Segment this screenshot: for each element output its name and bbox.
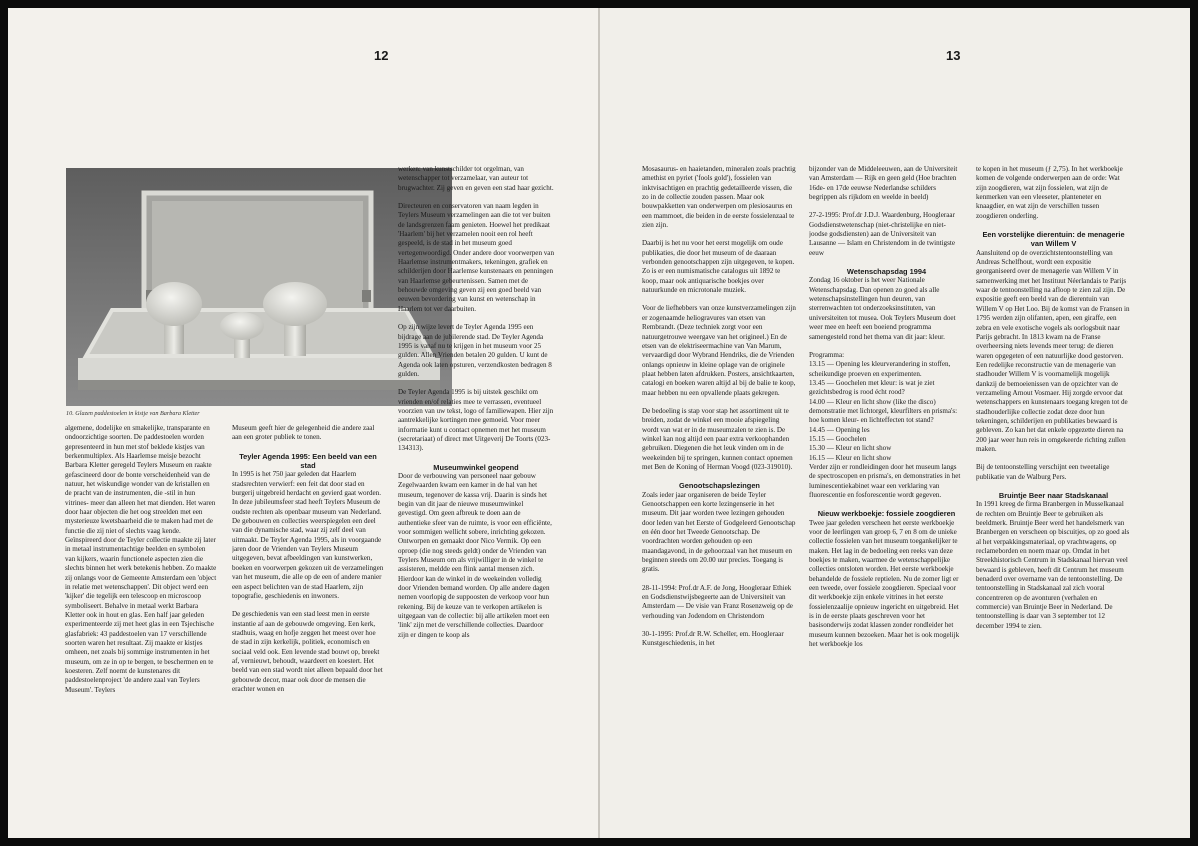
left-page: [8, 8, 598, 838]
right-column-2: [809, 165, 964, 805]
page-number-left: 12: [374, 48, 389, 63]
paragraph: bijzonder van de Middeleeuwen, aan de Universiteit van Amsterdam — Rijk en geen geld (Hoe brachten 16de- en 17de eeuwse Nederlandse schilders begrippen als rijkdom en weelde in beeld): [809, 165, 958, 202]
section-heading: Een vorstelijke dierentuin: de menagerie van Willem V: [982, 230, 1125, 249]
section-heading: Genootschapslezingen: [679, 481, 760, 491]
paragraph: te kopen in het museum (ƒ 2,75). In het werkboekje komen de volgende onderwerpen aan de orde: Wat zijn zoogdieren, wat zijn fossielen, wat zijn de kenmerken van een vleeseter, planteneter en knaagdier, en wat zijn de verschillen tussen zoogdieren onderling.: [976, 165, 1123, 220]
section-heading: Teyler Agenda 1995: Een beeld van een stad: [239, 451, 377, 471]
page-number-right: 13: [946, 48, 961, 63]
paragraph: Voor de liefhebbers van onze kunstverzamelingen zijn er zogenaamde heliogravures van etsen van Rembrandt. (Deze techniek zorgt voor een natuurgetrouwe weergave van het origineel.) En de etsen van de elektriseermachine van Van Marum, vervaardigd door Wybrand Hendriks, die de Vrienden onlangs opnieuw in kleine oplage van de originele plaat hebben laten afdrukken. Posters, ansichtkaarten, catalogi en boeken waren altijd al bij de balie te koop, maar hebben nu een opvallende plaats gekregen.: [642, 304, 796, 397]
right-column-1: [642, 165, 797, 805]
paragraph: werken: van kunstschilder tot orgelman, van wetenschapper tot verzamelaar, van auteur tot brugwachter. Zij geven en geven een stad haar gezicht.: [398, 165, 554, 192]
paragraph: Door de verbouwing van personeel naar gebouw Zegelwaarden kwam een kamer in de hal van het museum, tegenover de kassa vrij. Daarin is sinds het begin van dit jaar de nieuwe museumwinkel gevestigd. Om geen afbreuk te doen aan de authentieke sfeer van de ruimte, is voor een efficiënte, voor sommigen wellicht sobere, inrichting gekozen. Ontworpen en gemaakt door Nico Vermik. Op een oproep (die nog steeds geldt) onder de Vrienden van Teylers Museum om als vrijwilliger in de winkel te assisteren, meldde een flink aantal mensen zich. Hierdoor kan de winkel in de weekeinden volledig door Vrienden bemand worden. Op alle andere dagen nemen voorlopig de suppoosten de verkoop voor hun rekening. Bij de keuze van te verkopen artikelen is uitgegaan van de collectie: bij alle artikelen moet een 'link' zijn met de verschillende collecties. Daardoor zijn er dingen te koop als: [398, 471, 552, 639]
paragraph: Programma: 13.15 — Opening les kleurverandering in stoffen, scheikundige proeven en experimenten. 13.45 — Goochelen met kleur: is wat je ziet gezichtsbedrog is rood écht rood? 14.00 — Kleur en licht show (like the disco) demonstratie met lichtorgel, kleurfilters en prisma's: hoe komen kleur- en lichteffecten tot stand? 14.45 — Opening les 15.15 — Goochelen 15.30 — Kleur en licht show 16.15 — Kleur en licht show Verder zijn er rondleidingen door het museum langs de spectroscopen en prisma's, en demonstraties in het luminescentiekabinet waar een verklaring van fluorescentie en fosforescentie wordt gegeven.: [809, 350, 961, 499]
section-heading: Museumwinkel geopend: [433, 462, 519, 472]
section-heading: Bruintje Beer naar Stadskanaal: [998, 491, 1109, 500]
paragraph: De Teyler Agenda 1995 is bij uitstek geschikt om vrienden en/of relaties mee te verrassen, eventueel voorzien van uw tekst, logo of familiewapen. Hier zijn aantrekkelijke kortingen mee gemoeid. Voor meer informatie kunt u contact opnemen met het museum (secretariaat) of direct met Uitgeverij De Toorts (023-134313).: [398, 388, 554, 453]
paragraph: Zondag 16 oktober is het weer Nationale Wetenschapsdag. Dan openen zo goed als alle wetenschapsinstellingen hun deuren, van sterrenwachten tot onderzoeksinstituten, van universiteiten tot musea. Ook Teylers Museum doet weer mee en heeft een boeiend programma samengesteld rond het thema van dit jaar: kleur.: [809, 276, 956, 341]
paragraph: Zoals ieder jaar organiseren de beide Teyler Genootschappen een korte lezingenserie in het museum. Dit jaar worden twee lezingen gehouden door leden van het Eerste of Godgeleerd Genootschap en één door het Tweede Genootschap. De voordrachten worden gehouden op een maandagavond, in de gehoorzaal van het museum en beginnen steeds om 20.00 uur precies. Toegang is gratis.: [642, 490, 796, 574]
section-heading: Wetenschapsdag 1994: [846, 267, 927, 277]
paragraph: 30-1-1995: Prof.dr R.W. Scheller, em. Hoogleraar Kunstgeschiedenis, in het: [642, 630, 784, 648]
paragraph: Mosasaurus- en haaietanden, mineralen zoals prachtig amethist en pyriet ('fools gold'), fossielen van inktvisachtigen en prachtig gedetailleerde vissen, die zo in de collectie zouden passen. Maar ook bouwpakketten van onderwerpen om plesiosaurus en een mammoet, die beiden in de eerste fossielenzaal te zien zijn.: [642, 165, 796, 230]
mushroom-box-photo: [66, 168, 452, 406]
paragraph: Museum geeft hier de gelegenheid die andere zaal aan een groter publiek te tonen.: [232, 424, 375, 442]
mushroom-box-illustration: [66, 168, 452, 406]
paragraph: In 1995 is het 750 jaar geleden dat Haarlem stadsrechten verwierf: een feit dat door stad en burgerij uitgebreid herdacht en gevierd gaat worden. In deze jubileumsfeer stad heeft Teylers Museum de oudste rechten als openbaar museum van Nederland. De gebouwen en collecties weerspiegelen een deel van die dynamische stad, waar zij zelf deel van uitmaakt. De Teyler Agenda 1995, als in voorgaande jaren door de Vrienden van Teylers Museum uitgegeven, bevat afbeeldingen van kunstwerken, boeken en voorwerpen gekozen uit de verzamelingen van het museum, die alle op de een of andere manier een aspect belichten van de stad Haarlem, zijn topografie, geschiedenis en inwoners.: [232, 470, 384, 600]
paragraph: In 1991 kreeg de firma Branbergen in Musselkanaal de rechten om Bruintje Beer te gebruiken als beeldmerk. Bruintje Beer werd het handelsmerk van Branbergen en verscheen op biscuitjes, op zo goed als al het verpakkingsmateriaal, op vrachtwagens, op reclameborden en noem maar op. Omdat in het Streekhistorisch Centrum in Stadskanaal hiervan veel bewaard is gebleven, heeft dit Centrum het museum benaderd over overname van de tentoonstelling. De tentoonstelling in Stadskanaal zal zich vooral concentreren op de avonturen (verhalen en commercie) van Bruintje Beer in Nederland. De tentoonstelling is daar van 3 september tot 12 december 1994 te zien.: [976, 500, 1130, 630]
right-page: [600, 8, 1190, 838]
left-column-3: [398, 165, 554, 805]
paragraph: Op zijn wijze levert de Teyler Agenda 1995 een bijdrage aan de jubilerende stad. De Teyler Agenda 1995 is vanaf nu te krijgen in het museum voor 25 gulden. Allen Vrienden betalen 20 gulden. U kunt de Agenda ook laten opsturen, verzendkosten bedragen 8 gulden.: [398, 323, 552, 378]
paragraph: De geschiedenis van een stad leest men in eerste instantie af aan de gebouwde omgeving. Een kerk, stadhuis, waag en hofje zeggen het meest over hoe de stad in zijn kerkelijk, politiek, economisch en sociaal veld ook. Een levende stad bouwt op, breekt af, vernieuwt, behoudt, waardeert en koestert. Het beeld van een stad wordt niet alleen bepaald door het gebouwde decor, maar ook door de mensen die erachter wonen en: [232, 610, 383, 693]
section-heading: Nieuw werkboekje: fossiele zoogdieren: [817, 509, 956, 519]
paragraph: De bedoeling is stap voor stap het assortiment uit te breiden, zodat de winkel een mooie afspiegeling wordt van wat er in de museumzalen te zien is. De winkel kan nog altijd een paar extra verkoophanden gebruiken. Diegenen die het leuk vinden om in de weekeinden bij te springen, kunnen contact opnemen met Ben de Koning of Herman Voogd (023-319010).: [642, 406, 793, 471]
paragraph: algemene, dodelijke en smakelijke, transparante en ondoorzichtige soorten. De paddestoelen worden gepresenteerd in hun met stof beklede kistjes van berkenmultiplex. Als Haarlemse meisje bezocht Barbara Kletter geregeld Teylers Museum en raakte gefascineerd door de bonte verscheidenheid van de natuur, het wiskundige wonder van de kristallen en de pracht van de instrumenten, die -stil in hun vitrines- meer dan alleen het mat dienden. Het waren door haar objecten die het oog streelden met een mysterieuze kwetsbaarheid die te maken had met de functie die zij niet of slechts vaag kende. Geïnspireerd door de Teyler collectie maakte zij later in metaal instrumentachtige beelden en symbolen van kijkers, waarin functionele aspecten zien die slechts binnen het werk betekenis hebben. Zo maakte zij onlangs voor de Gemeente Amsterdam een 'object in relatie met wetenschappen'. Dit object werd een 'kijker' die tegelijk een telescoop en microscoop symboliseert. Behalve in metaal werkt Barbara Kletter ook in hout en glas. Een half jaar geleden experimenteerde zij met heet glas in een Tsjechische glasfabriek: 43 paddestoelen van 17 verschillende soorten waren het resultaat. Zij maakte er kistjes omheen, net zoals bij sommige instrumenten in het museum, om ze in op te bergen, te beschermen en te koesteren. Zelf noemt de kunstenares dit paddestoelenproject 'de andere zaal van Teylers Museum'. Teylers: [65, 424, 217, 694]
paragraph: 27-2-1995: Prof.dr J.D.J. Waardenburg, Hoogleraar Godsdienstwetenschap (niet-christelijke en niet-joodse godsdiensten) aan de Universiteit van Lausanne — Islam en Christendom in de twintigste eeuw: [809, 211, 955, 257]
paragraph: 28-11-1994: Prof.dr A.F. de Jong, Hoogleraar Ethiek en Godsdienstwijsbegeerte aan de Universiteit van Amsterdam — De visie van Franz Rosenzweig op de verhouding van Jodendom en Christendom: [642, 583, 793, 620]
paragraph: Directeuren en conservatoren van naam legden in Teylers Museum verzamelingen aan die tot ver buiten de landsgrenzen faam genieten. Hoewel het predikaat 'Haarlem' bij het verzamelen nooit een rol heeft gespeeld, is de stad in het museum goed vertegenwoordigd. Onder andere door voorwerpen van Haarlemse instrumentmakers, tekeningen, grafiek en schilderijen door Haarlemse kunstenaars en penningen van Haarlemse gebeurtenissen. Samen met de behouwde omgeving geven zij een goed beeld van eeuwen bevordering van kunst en wetenschap in Haarlem tot ver daarbuiten.: [398, 202, 554, 313]
paragraph: Bij de tentoonstelling verschijnt een tweetalige publikatie van de Walburg Pers.: [976, 463, 1110, 481]
right-column-3: [976, 165, 1131, 805]
left-column-2: [232, 424, 384, 804]
paragraph: Aansluitend op de overzichtstentoonstelling van Andreas Schelfhout, wordt een expositie georganiseerd over de menagerie van Willem V in samenwerking met het Instituut Néerlandais te Parijs waar de tentoonstelling na afloop te zien zal zijn. De expositie geeft een beeld van de dierentuin van Willem V op Het Loo. Bij de komst van de Fransen in 1795 werden zijn olifanten, apen, een giraffe, een zebra en vele exotische vogels als oorlogsbuit naar Parijs gebracht. In 1813 kwam na de Franse overheersing niets levends meer terug: de dieren waren opgegeten of een natuurlijke dood gestorven. Een redelijke reconstructie van de menagerie van stadhouder Willem V is voornamelijk mogelijk dankzij de bemoeienissen van de opzichter van de verzameling Arnout Vosmaer. Hij zorgde ervoor dat wetenschappers en kunstenaars toegang kregen tot de stadhouderlijke collectie zodat deze door hun tekeningen, schilderijen en publikaties bewaard is gebleven. Zo kan het dat enkele opgezette dieren na 200 jaar weer hun reis in omgekeerde richting zullen maken.: [976, 248, 1130, 453]
paragraph: Twee jaar geleden verscheen het eerste werkboekje voor de leerlingen van groep 6, 7 en 8 om de unieke collectie fossielen van het museum toegankelijker te maken. Het lag in de bedoeling een reeks van deze boekjes te maken, waarmee de wetenschappelijke collecties ontsloten worden. Het eerste werkboekje behandelde de fossiele reptielen. Nu de zomer ligt er een tweede, over fossiele zoogdieren. Speciaal voor dit werkboekje zijn enkele vitrines in het eerste fossielenzaalije opnieuw ingericht en uitgebreid. Het is in de eerste plaats geschreven voor het basisonderwijs zodat klassen zonder rondleider het museum kunnen bezoeken. Maar het is ook mogelijk het werkboekje los: [809, 518, 960, 649]
paragraph: Daarbij is het nu voor het eerst mogelijk om oude publikaties, die door het museum of de daaraan verbonden genootschappen zijn uitgegeven, te kopen. Zo is er een numismatische catalogus uit 1892 te koop, maar ook antiquarische boekjes over natuurkunde en microtonale muziek.: [642, 239, 795, 295]
photo-caption: 10. Glazen paddestoelen in kistje van Barbara Kletter: [66, 410, 200, 417]
left-column-1: [65, 424, 217, 804]
